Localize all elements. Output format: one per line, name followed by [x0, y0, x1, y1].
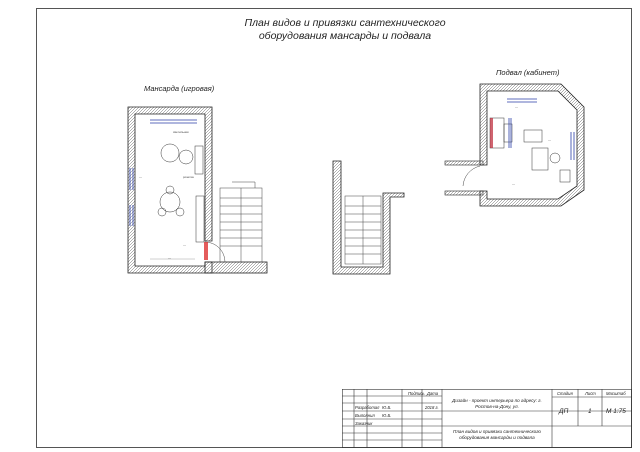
stamp-developed-date: 2018 г.	[425, 405, 439, 410]
svg-text:—: —	[512, 182, 515, 186]
svg-text:—: —	[139, 175, 142, 179]
sheet-title-line2: оборудования мансарды и подвала	[258, 30, 432, 42]
basement-furniture	[490, 118, 570, 182]
svg-text:—: —	[548, 138, 551, 142]
basement-plan-title: Подвал (кабинет)	[496, 68, 560, 77]
basement-stair	[345, 196, 381, 264]
stamp-performed-name: Ю.Б.	[382, 413, 392, 418]
svg-text:—: —	[183, 243, 186, 247]
stamp-scale-label: Масштаб	[606, 391, 626, 396]
attic-stair	[220, 182, 262, 262]
stamp-signature-header: Подпись	[408, 391, 425, 396]
stamp-sheet-label: Лист	[585, 391, 596, 396]
title-block	[342, 389, 632, 448]
stamp-stage-value: ДП	[559, 408, 569, 415]
stamp-developed-label: Разработал	[355, 405, 380, 410]
stamp-developed-name: Ю.Б.	[382, 405, 392, 410]
svg-text:розетка: розетка	[183, 175, 194, 179]
sheet-title-line1: План видов и привязки сантехнического	[244, 17, 446, 29]
basement-plan	[333, 84, 584, 274]
attic-windows	[130, 120, 197, 226]
attic-plan-title: Мансарда (игровая)	[144, 84, 215, 93]
attic-furniture	[158, 144, 204, 242]
stamp-sheet-description: План видов и привязки сантехнического оборудования мансарды и подвала	[453, 429, 541, 440]
svg-text:—: —	[515, 105, 518, 109]
svg-text:светильник: светильник	[173, 130, 189, 134]
attic-plan	[128, 107, 267, 273]
stamp-scale-value: М 1:75	[606, 408, 626, 415]
stamp-date-header: Дата	[427, 391, 439, 396]
stamp-sheet-value: 1	[588, 408, 592, 415]
stamp-stage-label: Стадия	[557, 391, 573, 396]
svg-text:—: —	[168, 256, 171, 260]
stamp-project-text: Дизайн - проект интерьера по адресу: г. Ростов-на-Дону, ул.	[452, 398, 542, 409]
stamp-performed-label: Выполнил	[355, 413, 375, 418]
stamp-customer-label: Заказчик	[355, 421, 373, 426]
